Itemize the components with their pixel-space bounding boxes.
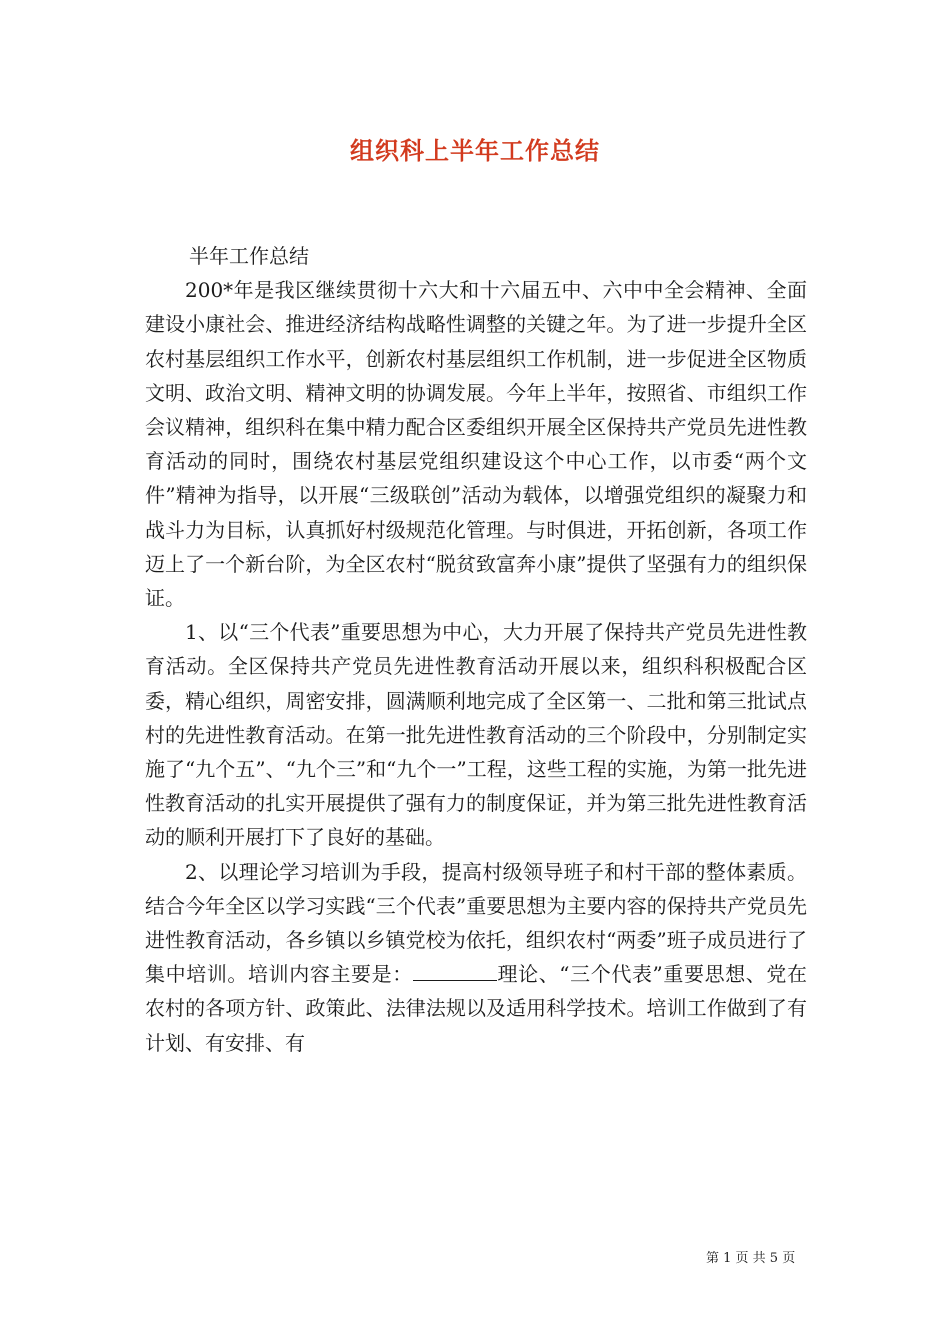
paragraph-item-2-text-a: 2、以理论学习培训为手段，提高村级领导班子和村干部的整体素质。结合今年全区以学习实践“三个代表”重要思想为主要内容的保持共产党员先进性教育活动，各乡镇以乡镇党校为依托，组织农村“两委”班子成员进行了集中培训。培训内容主要是： <box>145 859 807 987</box>
paragraph-intro: 200*年是我区继续贯彻十六大和十六届五中、六中中全会精神、全面建设小康社会、推进经济结构战略性调整的关键之年。为了进一步提升全区农村基层组织工作水平，创新农村基层组织工作机制，进一步促进全区物质文明、政治文明、精神文明的协调发展。今年上半年，按照省、市组织工作会议精神，组织科在集中精力配合区委组织开展全区保持共产党员先进性教育活动的同时，围绕农村基层党组织建设这个中心工作，以市委“两个文件”精神为指导，以开展“三级联创”活动为载体，以增强党组织的凝聚力和战斗力为目标，认真抓好村级规范化管理。与时俱进，开拓创新，各项工作迈上了一个新台阶，为全区农村“脱贫致富奔小康”提供了坚强有力的组织保证。 <box>145 278 807 611</box>
document-subtitle: 半年工作总结 <box>189 244 309 268</box>
paragraph-item-2 <box>145 855 807 1060</box>
paragraph-item-1: 1、以“三个代表”重要思想为中心，大力开展了保持共产党员先进性教育活动。全区保持共产党员先进性教育活动开展以来，组织科积极配合区委，精心组织，周密安排，圆满顺利地完成了全区第一、二批和第三批试点村的先进性教育活动。在第一批先进性教育活动的三个阶段中，分别制定实施了“九个五”、“九个三”和“九个一”工程，这些工程的实施，为第一批先进性教育活动的扎实开展提供了强有力的制度保证，并为第三批先进性教育活动的顺利开展打下了良好的基础。 <box>145 620 807 850</box>
fill-in-blank <box>413 961 497 981</box>
document-body <box>145 239 807 1060</box>
document-title: 组织科上半年工作总结 <box>350 136 600 165</box>
paragraph-item-2-text-b: 理论、“三个代表”重要思想、党在农村的各项方针、政策此、法律法规以及适用科学技术。培训工作做到了有计划、有安排、有 <box>145 962 808 1055</box>
page-number: 第 1 页 共 5 页 <box>706 1251 796 1266</box>
